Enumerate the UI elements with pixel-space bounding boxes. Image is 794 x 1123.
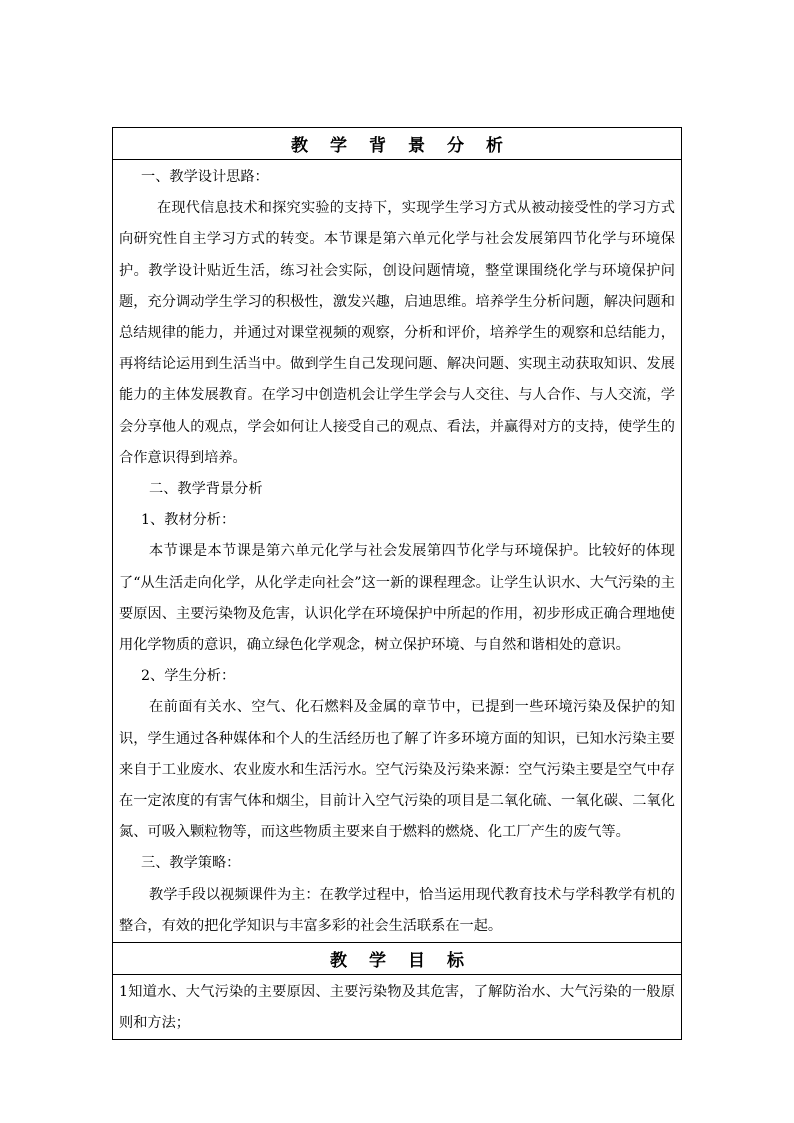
paragraph-student-analysis: 在前面有关水、空气、化石燃料及金属的章节中，已提到一些环境污染及保护的知识，学生通过各种媒体和个人的生活经历也了解了许多环境方面的知识，已知水污染主要来自于工业废水、农业废水和生活污水。空气污染及污染来源：空气污染主要是空气中存在一定浓度的有害气体和烟尘，目前计入空气污染的项目是二氧化硫、一氧化碳、二氧化氮、可吸入颗粒物等，而这些物质主要来自于燃料的燃烧、化工厂产生的废气等。	[119, 699, 675, 841]
background-analysis-cell	[113, 160, 681, 943]
heading-teaching-strategy: 三、教学策略：	[141, 855, 241, 872]
paragraph-textbook-analysis: 本节课是本节课是第六单元化学与社会发展第四节化学与环境保护。比较好的体现了“从生活走向化学，从化学走向社会”这一新的课程理念。让学生认识水、大气污染的主要原因、主要污染物及危害，认识化学在环境保护中所起的作用，初步形成正确合理地使用化学物质的意识，确立绿色化学观念，树立保护环境、与自然和谐相处的意识。	[119, 543, 675, 654]
section-title-objectives: 教学目标	[113, 943, 681, 975]
paragraph-design-idea: 在现代信息技术和探究实验的支持下，实现学生学习方式从被动接受性的学习方式向研究性自主学习方式的转变。本节课是第六单元化学与社会发展第四节化学与环境保护。教学设计贴近生活，练习社会实际，创设问题情境，整堂课围绕化学与环境保护问题，充分调动学生学习的积极性，激发兴趣，启迪思维。培养学生分析问题，解决问题和总结规律的能力，并通过对课堂视频的观察，分析和评价，培养学生的观察和总结能力，再将结论运用到生活当中。做到学生自己发现问题、解决问题、实现主动获取知识、发展能力的主体发展教育。在学习中创造机会让学生学会与人交往、与人合作、与人交流，学会分享他人的观点，学会如何让人接受自己的观点、看法，并赢得对方的支持，使学生的合作意识得到培养。	[119, 200, 675, 466]
section-title-background: 教学背景分析	[113, 128, 681, 160]
subheading-student-analysis: 2、学生分析：	[141, 668, 236, 685]
objectives-cell	[113, 975, 681, 1039]
heading-design-idea: 一、教学设计思路：	[141, 169, 269, 185]
heading-background-analysis: 二、教学背景分析	[149, 481, 263, 498]
objective-item-1: 1知道水、大气污染的主要原因、主要污染物及其危害，了解防治水、大气污染的一般原则和方法；	[119, 984, 675, 1032]
subheading-textbook-analysis: 1、教材分析：	[141, 512, 236, 529]
paragraph-teaching-strategy: 教学手段以视频课件为主：在教学过程中，恰当运用现代教育技术与学科教学有机的整合，有效的把化学知识与丰富多彩的社会生活联系在一起。	[119, 886, 675, 934]
lesson-plan-table	[112, 127, 682, 1040]
